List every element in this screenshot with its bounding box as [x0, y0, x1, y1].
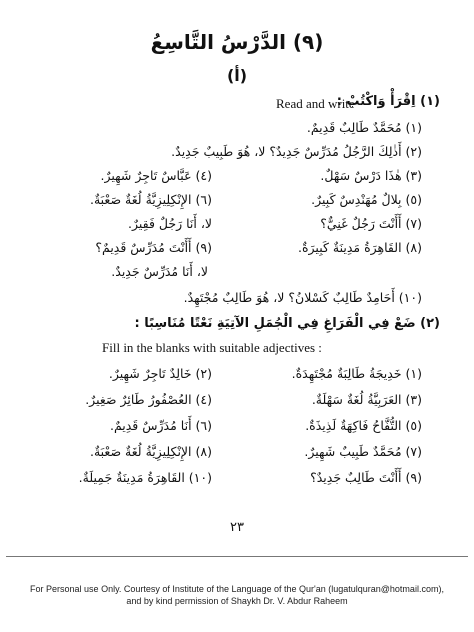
lesson-title: (٩) الدَّرْسُ التَّاسِعُ: [150, 30, 324, 54]
exercise1-heading-english: Read and write: [276, 96, 355, 111]
ex2-item-8: (٨) الإِنْكِلِيزِيَّةُ لُغَةٌ صَعْبَةٌ.: [89, 444, 212, 459]
ex2-item-9: (٩) أَأَنْتَ طَالِبٌ جَدِيدٌ؟: [310, 470, 422, 485]
ex1-item-10: (١٠) أَحَامِدٌ طَالِبٌ كَسْلانُ؟ لا، هُوَ طَالِبٌ مُجْتَهِدٌ.: [183, 290, 422, 305]
exercise2-heading-arabic: (٢) ضَعْ فِي الْفَرَاغِ فِي الْجُمَلِ الآتِيَةِ نَعْتًا مُنَاسِبًا :: [134, 316, 440, 331]
ex2-item-4: (٤) العُصْفُورُ طَائِرٌ صَغِيرٌ.: [85, 392, 212, 407]
ex1-item-9: (٩) أَأَنْتَ مُدَرِّسٌ قَدِيمٌ؟: [95, 240, 212, 255]
ex1-item-7-answer: لا، أَنَا رَجُلٌ فَقِيرٌ.: [127, 216, 212, 231]
exercise2-heading-english: Fill in the blanks with suitable adjectives :: [102, 340, 322, 355]
ex1-item-5: (٥) بِلالٌ مُهَنْدِسٌ كَبِيرٌ.: [311, 192, 422, 207]
footer-line-1: For Personal use Only. Courtesy of Institute of the Language of the Qur'an (lugatulquran@hotmail.com),: [30, 584, 444, 594]
ex2-item-6: (٦) أَنَا مُدَرِّسٌ قَدِيمٌ.: [109, 418, 212, 433]
ex2-item-5: (٥) التُّفَّاحُ فَاكِهَةٌ لَذِيذَةٌ.: [305, 418, 422, 433]
ex2-item-3: (٣) العَرَبِيَّةُ لُغَةٌ سَهْلَةٌ.: [311, 392, 422, 407]
footer-line-2: and by kind permission of Shaykh Dr. V. Abdur Raheem: [126, 596, 348, 606]
ex2-item-10: (١٠) القَاهِرَةُ مَدِينَةٌ جَمِيلَةٌ.: [78, 470, 212, 485]
page-number: ٢٣: [230, 520, 244, 535]
ex2-item-7: (٧) مُحَمَّدٌ طَبِيبٌ شَهِيرٌ.: [304, 444, 422, 459]
ex1-item-3: (٣) هٰذَا دَرْسٌ سَهْلٌ.: [320, 168, 422, 183]
ex1-item-7: (٧) أَأَنْتَ رَجُلٌ غَنِيٌّ؟: [320, 216, 422, 231]
ex1-item-8: (٨) القَاهِرَةُ مَدِينَةٌ كَبِيرَةٌ.: [298, 240, 422, 255]
ex1-item-9-answer: لا، أَنَا مُدَرِّسٌ جَدِيدٌ.: [111, 264, 208, 279]
ex2-item-1: (١) خَدِيجَةُ طَالِبَةٌ مُجْتَهِدَةٌ.: [291, 366, 422, 381]
ex1-item-4: (٤) عَبَّاسٌ تَاجِرٌ شَهِيرٌ.: [100, 168, 212, 183]
footer-divider: [6, 556, 468, 557]
ex1-item-6: (٦) الإِنْكِلِيزِيَّةُ لُغَةٌ صَعْبَةٌ.: [89, 192, 212, 207]
ex1-item-2: (٢) أَذٰلِكَ الرَّجُلُ مُدَرِّسٌ جَدِيدٌ؟ لا، هُوَ طَبِيبٌ جَدِيدٌ.: [171, 144, 422, 159]
ex1-item-1: (١) مُحَمَّدٌ طَالِبٌ قَدِيمٌ.: [306, 120, 422, 135]
section-label: (أ): [226, 66, 248, 85]
ex2-item-2: (٢) خَالِدٌ تَاجِرٌ شَهِيرٌ.: [108, 366, 212, 381]
exercise1-heading-arabic: (١) اِقْرَأْ وَاكْتُبْ :: [336, 94, 440, 109]
